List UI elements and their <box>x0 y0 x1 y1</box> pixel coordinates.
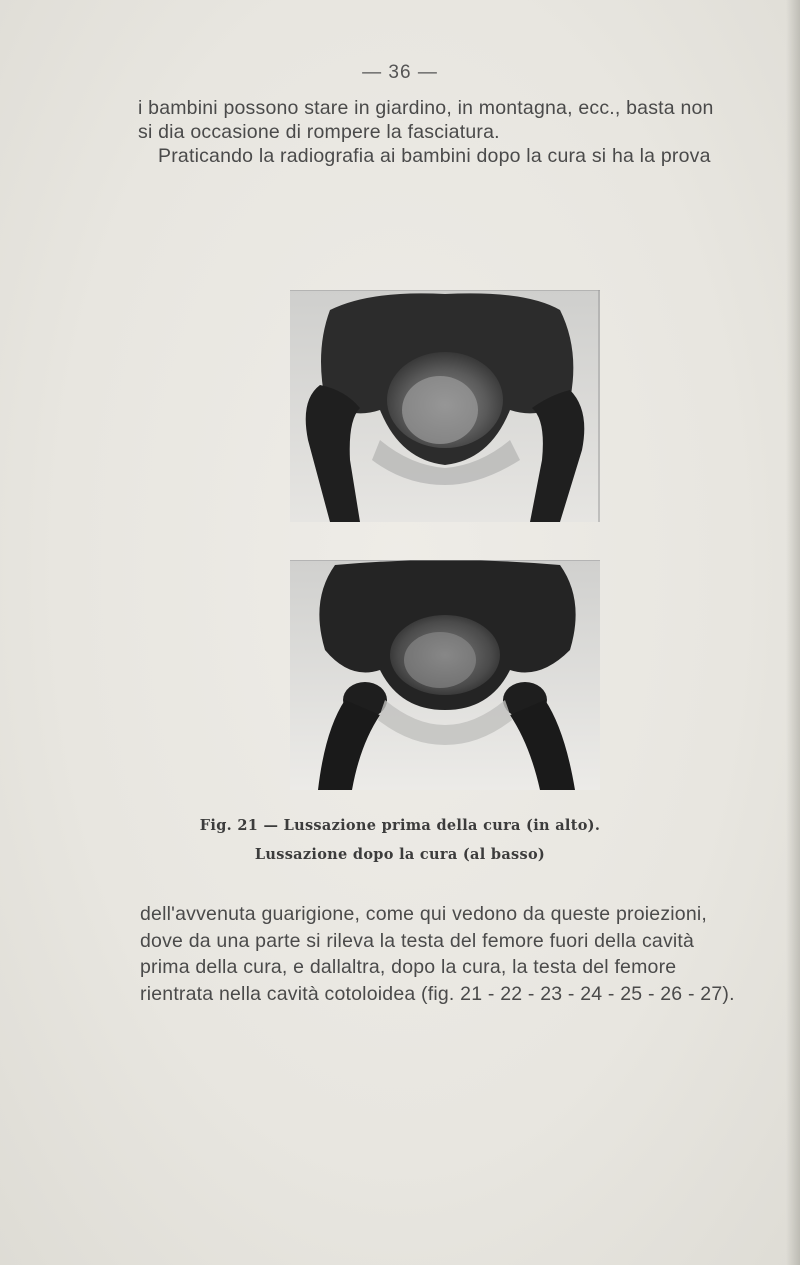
x-ray-image-before <box>290 290 600 522</box>
bottom-paragraph <box>140 901 780 1007</box>
page-number: — 36 — <box>362 62 438 83</box>
x-ray-pelvis-after-graphic <box>290 560 600 790</box>
paragraph-line: si dia occasione di rompere la fasciatura. <box>138 121 500 143</box>
x-ray-image-after <box>290 560 600 790</box>
paragraph-line: i bambini possono stare in giardino, in montagna, ecc., basta non <box>138 97 714 119</box>
page-edge-shadow <box>786 0 800 1265</box>
paragraph-line: rientrata nella cavità cotoloidea (fig. 21 - 22 - 23 - 24 - 25 - 26 - 27). <box>140 982 735 1005</box>
paragraph-line: dove da una parte si rileva la testa del femore fuori della cavità <box>140 929 695 952</box>
top-paragraph <box>138 96 778 168</box>
paragraph-line: Praticando la radiografia ai bambini dopo la cura si ha la prova <box>158 145 711 167</box>
paragraph-line: prima della cura, e dallaltra, dopo la cura, la testa del femore <box>140 956 677 978</box>
figure-caption-line1: Fig. 21 — Lussazione prima della cura (in alto). <box>199 817 601 834</box>
figure-caption-line2: Lussazione dopo la cura (al basso) <box>254 846 546 863</box>
x-ray-pelvis-before-graphic <box>290 290 600 522</box>
paragraph-line: dell'avvenuta guarigione, come qui vedono da queste proiezioni, <box>140 903 708 925</box>
